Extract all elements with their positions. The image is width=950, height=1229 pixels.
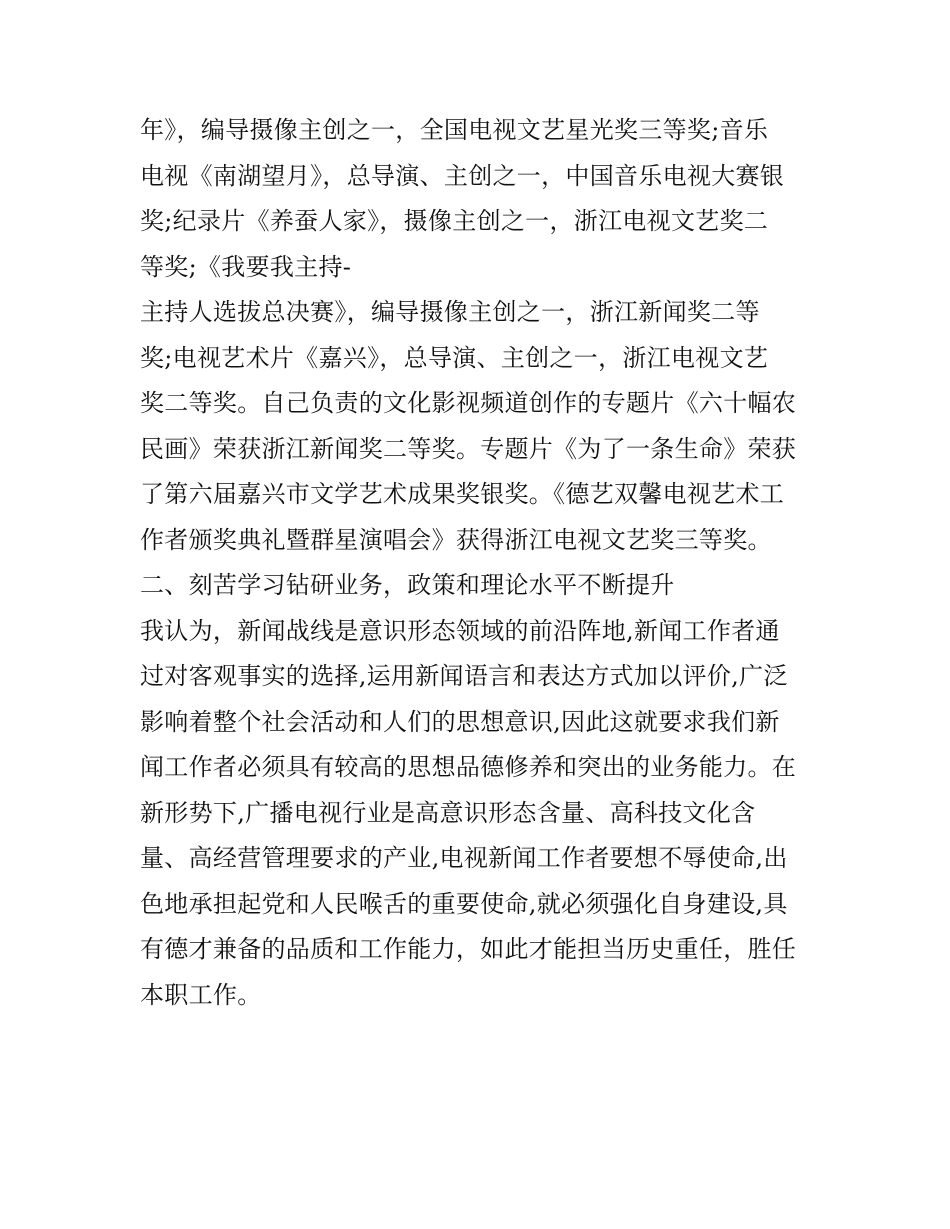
text-line: 闻工作者必须具有较高的思想品德修养和突出的业务能力。在 xyxy=(140,753,797,781)
text-line: 过对客观事实的选择,运用新闻语言和表达方式加以评价,广泛 xyxy=(140,662,788,690)
text-line: 色地承担起党和人民喉舌的重要使命,就必须强化自身建设,具 xyxy=(140,889,788,918)
text-line: 年》，编导摄像主创之一，全国电视文艺星光奖三等奖;音乐 xyxy=(140,116,769,144)
text-line: 奖;电视艺术片《嘉兴》，总导演、主创之一，浙江电视文艺 xyxy=(140,343,769,372)
document-body xyxy=(140,108,820,1018)
text-line: 奖二等奖。自己负责的文化影视频道创作的专题片《六十幅农 xyxy=(140,389,797,417)
text-line: 作者颁奖典礼暨群星演唱会》获得浙江电视文艺奖三等奖。 xyxy=(140,525,772,554)
text-line: 我认为，新闻战线是意识形态领域的前沿阵地,新闻工作者通 xyxy=(140,616,780,645)
text-line: 本职工作。 xyxy=(140,980,262,1009)
text-line: 等奖;《我要我主持- xyxy=(140,252,352,281)
section-heading: 二、刻苦学习钻研业务，政策和理论水平不断提升 xyxy=(140,571,675,599)
text-line: 主持人选拔总决赛》，编导摄像主创之一，浙江新闻奖二等 xyxy=(140,298,760,326)
text-line: 影响着整个社会活动和人们的思想意识,因此这就要求我们新 xyxy=(140,707,780,736)
text-line: 了第六届嘉兴市文学艺术成果奖银奖。《德艺双馨电视艺术工 xyxy=(140,480,785,508)
text-line: 民画》荣获浙江新闻奖二等奖。专题片《为了一条生命》荣获 xyxy=(140,434,797,463)
text-line: 新形势下,广播电视行业是高意识形态含量、高科技文化含 xyxy=(140,798,756,827)
text-line: 电视《南湖望月》，总导演、主创之一，中国音乐电视大赛银 xyxy=(140,161,785,190)
text-line: 有德才兼备的品质和工作能力，如此才能担当历史重任，胜任 xyxy=(140,935,797,963)
text-line: 量、高经营管理要求的产业,电视新闻工作者要想不辱使命,出 xyxy=(140,844,788,872)
text-line: 奖;纪录片《养蚕人家》，摄像主创之一，浙江电视文艺奖二 xyxy=(140,207,769,235)
